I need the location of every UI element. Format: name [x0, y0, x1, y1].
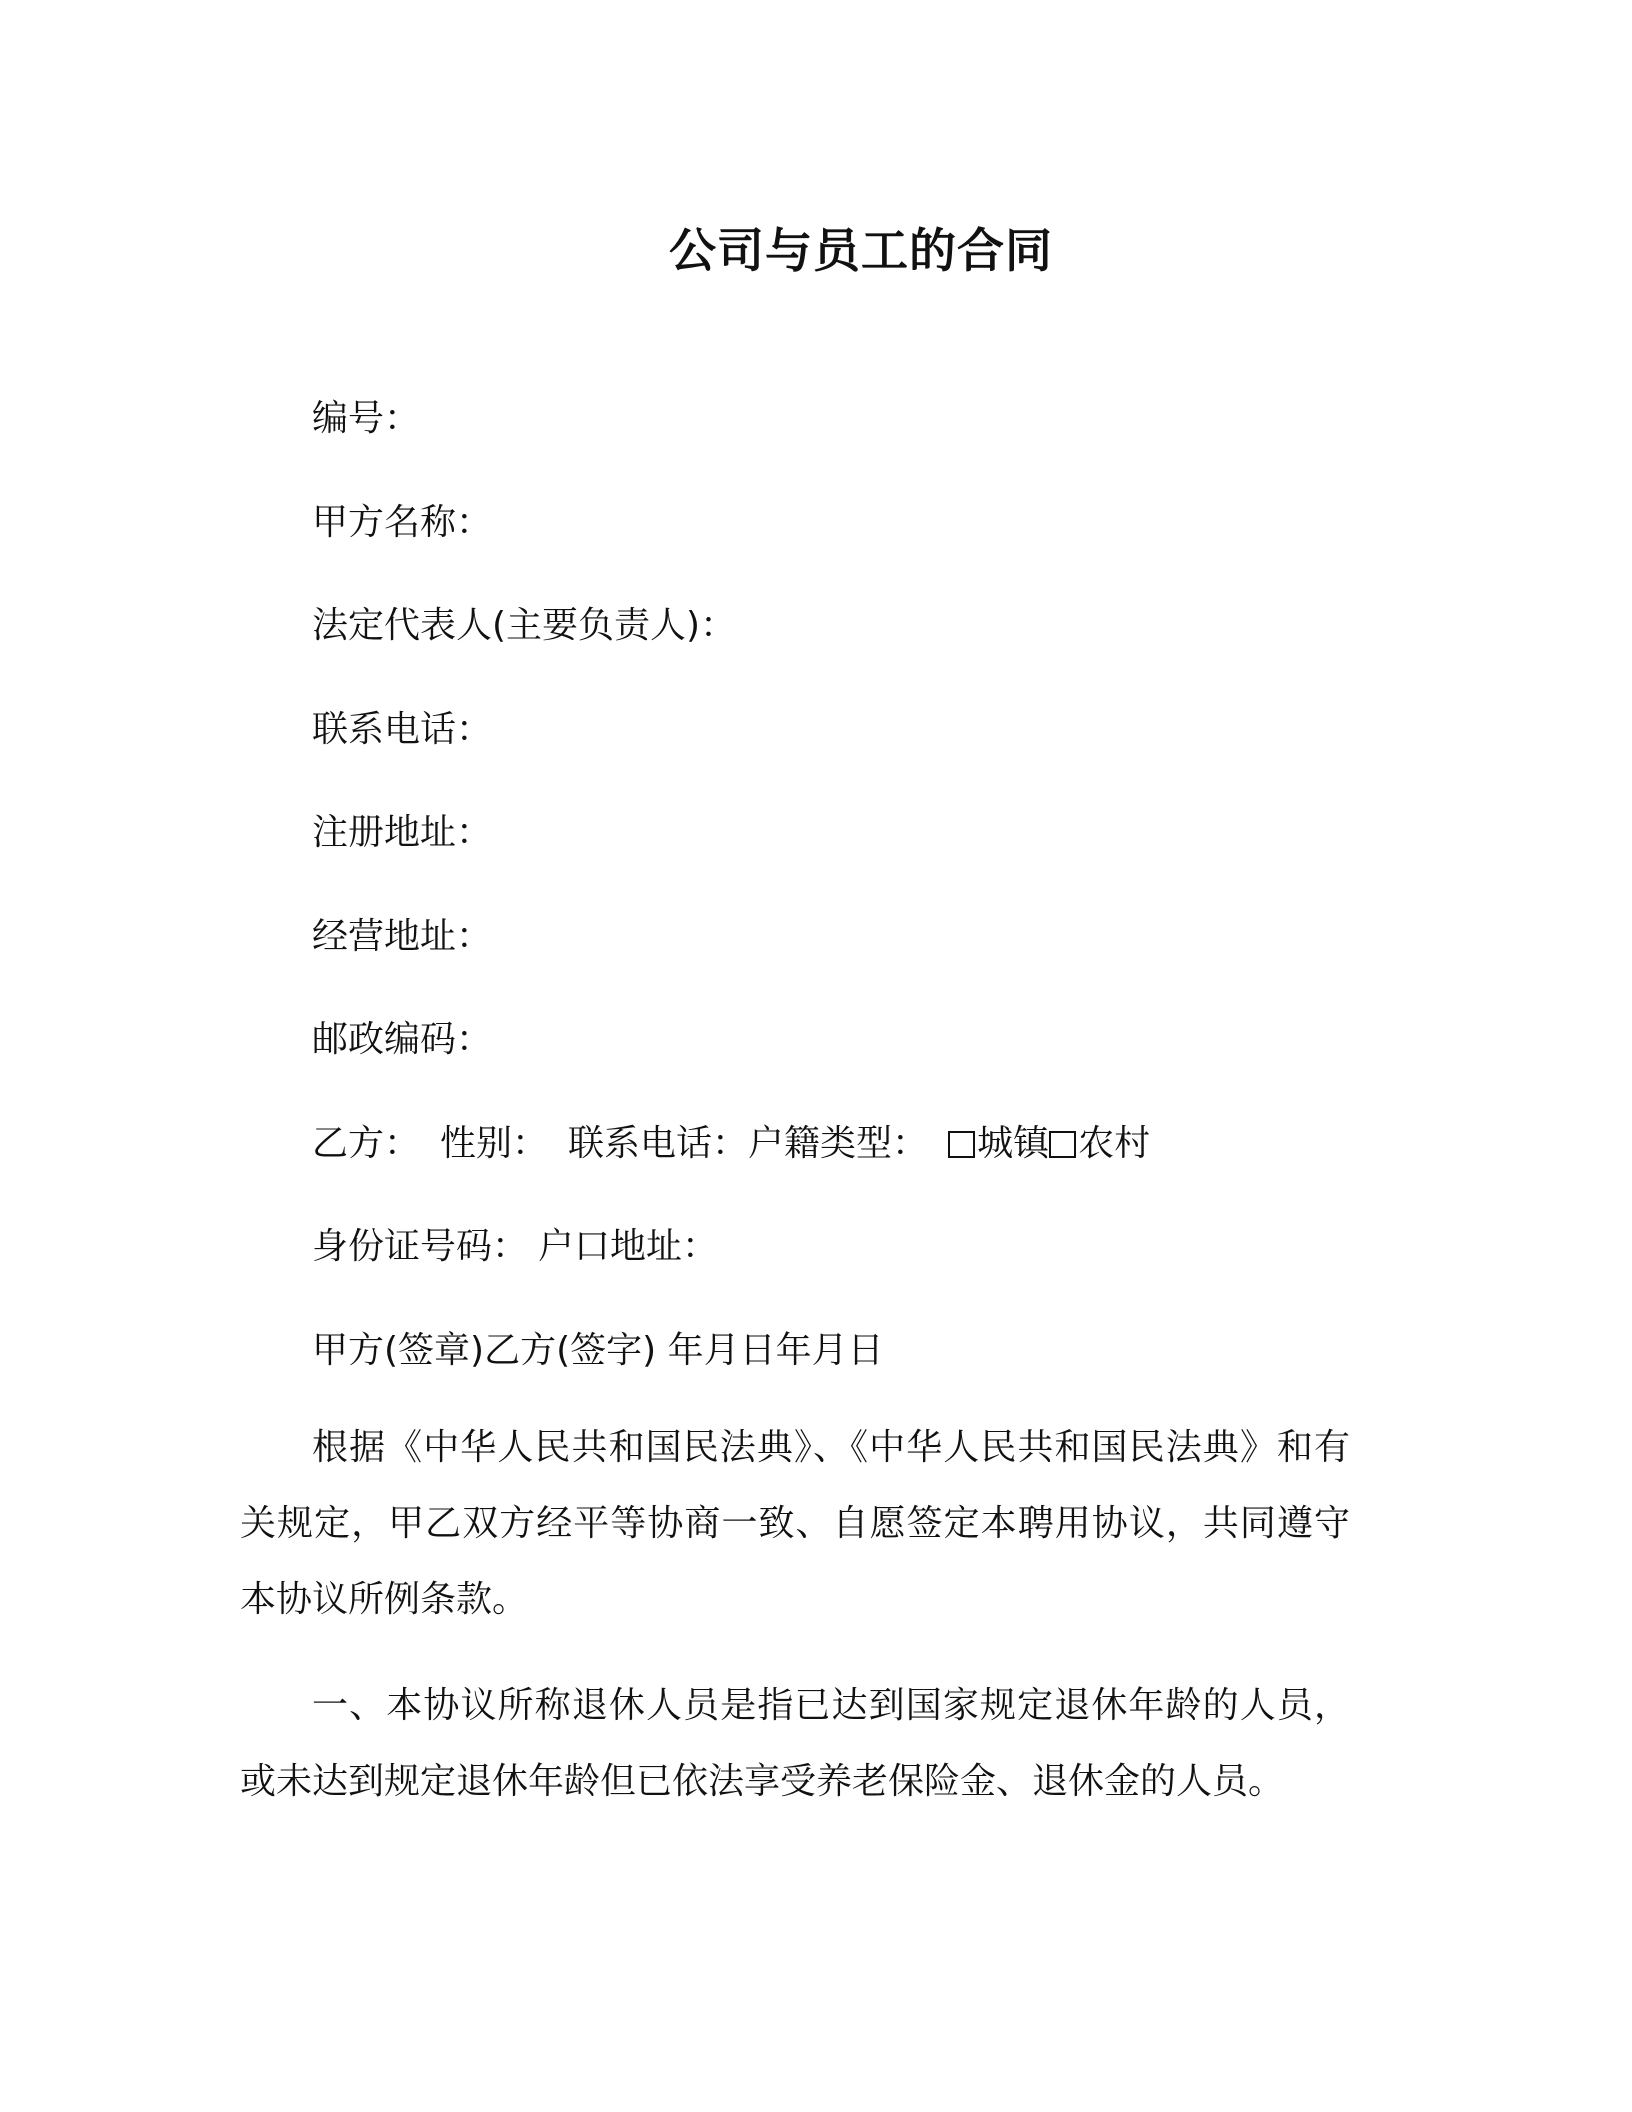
field-postal-code: 邮政编码： [312, 1019, 493, 1060]
document-title: 公司与员工的合同 [669, 224, 1053, 279]
party-b-hukou-type-label: 户籍类型： [748, 1123, 929, 1164]
signature-line: 甲方(签章)乙方(签字) 年月日年月日 [312, 1330, 884, 1371]
hukou-address-label: 户口地址： [538, 1226, 719, 1267]
field-registered-address: 注册地址： [312, 812, 493, 853]
party-b-phone-label: 联系电话： [568, 1123, 749, 1164]
party-b-label: 乙方： [312, 1123, 421, 1164]
rural-checkbox[interactable] [1049, 1131, 1076, 1158]
preamble-paragraph: 根据《中华人民共和国民法典》、《中华人民共和国民法典》和有关规定，甲乙双方经平等协商一致、自愿签定本聘用协议，共同遵守本协议所例条款。 [240, 1427, 1350, 1620]
field-phone: 联系电话： [312, 709, 493, 750]
clause-1-paragraph: 一、本协议所称退休人员是指已达到国家规定退休年龄的人员，或未达到规定退休年龄但已依法享受养老保险金、退休金的人员。 [240, 1685, 1350, 1802]
field-business-address: 经营地址： [312, 916, 493, 957]
rural-option-label: 农村 [1078, 1123, 1151, 1164]
field-party-a-name: 甲方名称： [312, 502, 493, 543]
urban-checkbox[interactable] [948, 1131, 975, 1158]
party-b-gender-label: 性别： [440, 1123, 549, 1164]
id-line [312, 1223, 718, 1271]
field-legal-representative: 法定代表人(主要负责人)： [312, 605, 737, 646]
field-number: 编号： [312, 398, 421, 439]
id-number-label: 身份证号码： [312, 1226, 529, 1267]
party-b-line [312, 1120, 1150, 1168]
urban-option-label: 城镇 [977, 1123, 1050, 1164]
